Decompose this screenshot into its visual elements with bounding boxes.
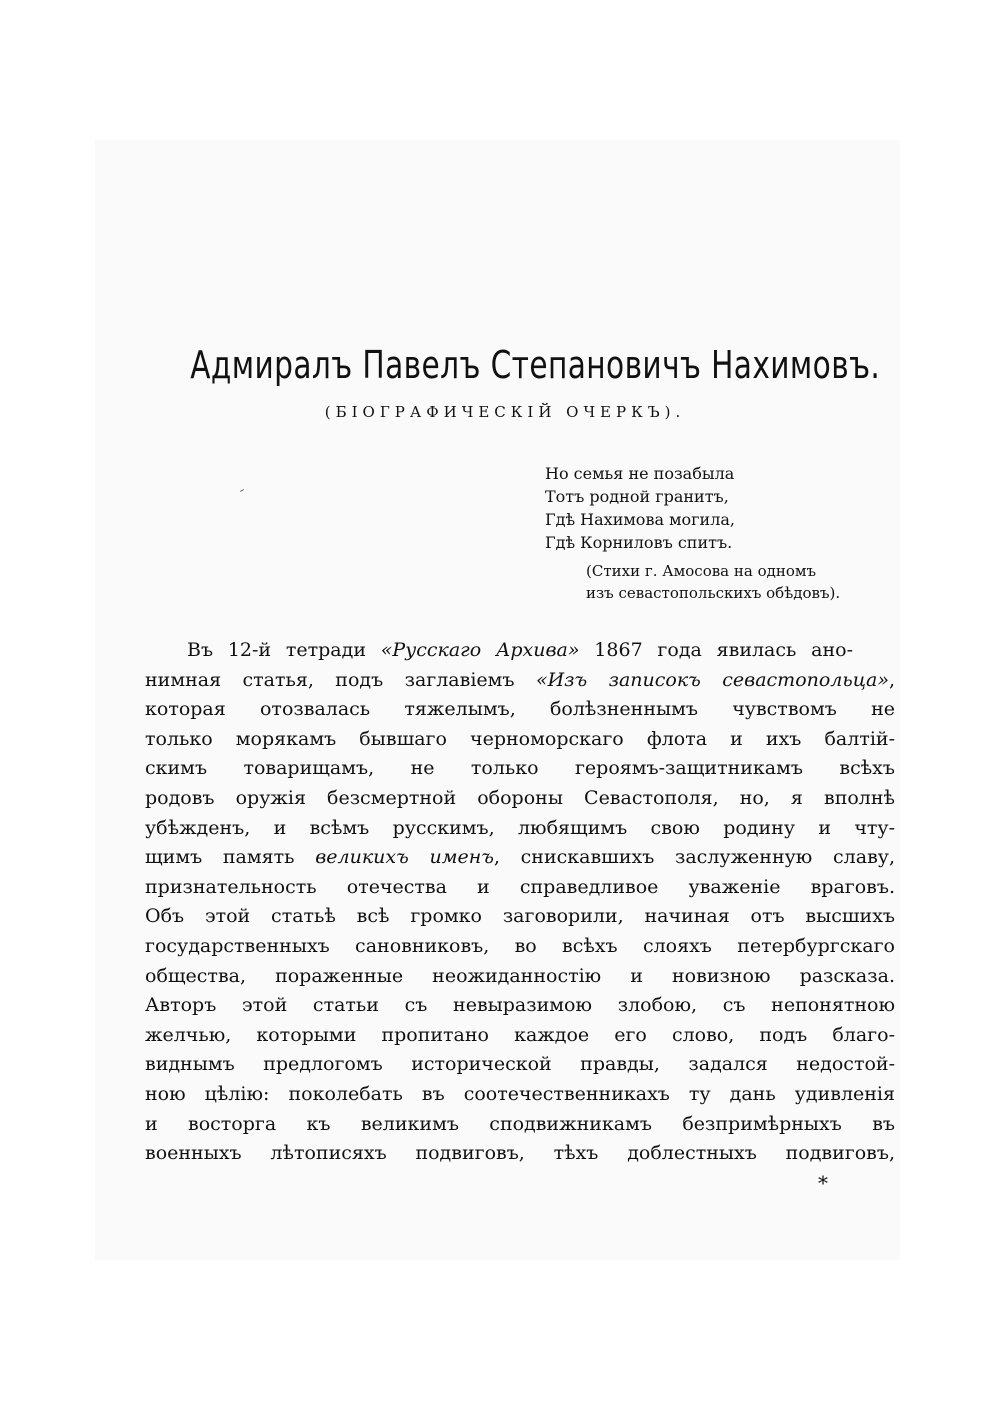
text-line <box>145 695 895 725</box>
text-segment: , снискавшихъ заслуженную славу, <box>493 846 895 869</box>
text-line <box>145 873 895 903</box>
signature-mark: * <box>818 1171 828 1195</box>
epigraph-line: Гдѣ Нахимова могила, <box>545 510 735 529</box>
epigraph-source-line: изъ севастопольскихъ обѣдовъ). <box>586 584 841 602</box>
text-segment: , <box>888 668 896 691</box>
text-segment: щимъ память <box>145 846 316 869</box>
text-line <box>145 1110 895 1140</box>
epigraph-source <box>586 560 896 604</box>
epigraph-line: Тотъ родной гранитъ, <box>545 487 729 506</box>
text-line <box>145 1080 895 1110</box>
text-line <box>145 1021 895 1051</box>
italic-title: великихъ именъ <box>315 846 494 869</box>
epigraph-line: Гдѣ Корниловъ спитъ. <box>545 533 733 552</box>
text-segment: убѣжденъ, и всѣмъ русскимъ, любящимъ свою родину и чту- <box>145 816 895 839</box>
text-segment: виднымъ предлогомъ исторической правды, задался недостой- <box>145 1053 895 1076</box>
text-line <box>145 754 895 784</box>
page-subtitle: (БІОГРАФИЧЕСКІЙ ОЧЕРКЪ). <box>324 403 686 421</box>
text-segment: ною цѣлію: поколебать въ соотечественникахъ ту дань удивленія <box>145 1082 895 1105</box>
text-line <box>145 1050 895 1080</box>
text-segment: военныхъ лѣтописяхъ подвиговъ, тѣхъ доблестныхъ подвиговъ, <box>145 1142 895 1165</box>
text-line <box>145 843 895 873</box>
text-segment: 1867 года явилась ано- <box>579 639 853 661</box>
text-segment: Объ этой статьѣ всѣ громко заговорили, начиная отъ высшихъ <box>145 905 895 928</box>
italic-title: «Изъ записокъ севастопольца» <box>535 668 889 691</box>
text-segment: Авторъ этой статьи съ невыразимою злобою, съ непонятною <box>145 994 895 1017</box>
text-segment: желчью, которыми пропитано каждое его слово, подъ благо- <box>145 1023 895 1046</box>
text-line <box>145 1139 895 1169</box>
text-segment: общества, пораженные неожиданностію и новизною разсказа. <box>145 964 895 987</box>
text-line <box>145 962 895 992</box>
epigraph-source-line: (Стихи г. Амосова на одномъ <box>586 562 817 580</box>
text-segment: скимъ товарищамъ, не только героямъ-защитникамъ всѣхъ <box>145 757 895 780</box>
italic-title: «Русскаго Архива» <box>380 639 580 661</box>
text-segment: нимная статья, подъ заглавіемъ <box>145 668 536 691</box>
text-line <box>145 725 895 755</box>
epigraph <box>545 462 735 554</box>
text-segment: и восторга къ великимъ сподвижникамъ безпримѣрныхъ въ <box>145 1112 895 1135</box>
text-line <box>145 991 895 1021</box>
page-title: Адмиралъ Павелъ Степановичъ Нахимовъ. <box>190 343 881 388</box>
text-line <box>145 932 895 962</box>
text-segment: родовъ оружія безсмертной обороны Севастополя, но, я вполнѣ <box>145 786 895 809</box>
text-line <box>145 666 895 696</box>
text-segment: только морякамъ бывшаго черноморскаго флота и ихъ балтій- <box>145 727 895 750</box>
text-segment: признательность отечества и справедливое уваженіе враговъ. <box>145 875 895 898</box>
text-line <box>145 636 895 666</box>
text-line <box>145 814 895 844</box>
body-paragraph <box>145 636 895 1169</box>
epigraph-line: Но семья не позабыла <box>545 464 735 483</box>
text-segment: которая отозвалась тяжелымъ, болѣзненнымъ чувствомъ не <box>145 698 895 721</box>
text-segment: Въ 12-й тетради <box>187 639 381 661</box>
text-segment: государственныхъ сановниковъ, во всѣхъ слояхъ петербургскаго <box>145 934 895 957</box>
text-line <box>145 902 895 932</box>
text-line <box>145 784 895 814</box>
